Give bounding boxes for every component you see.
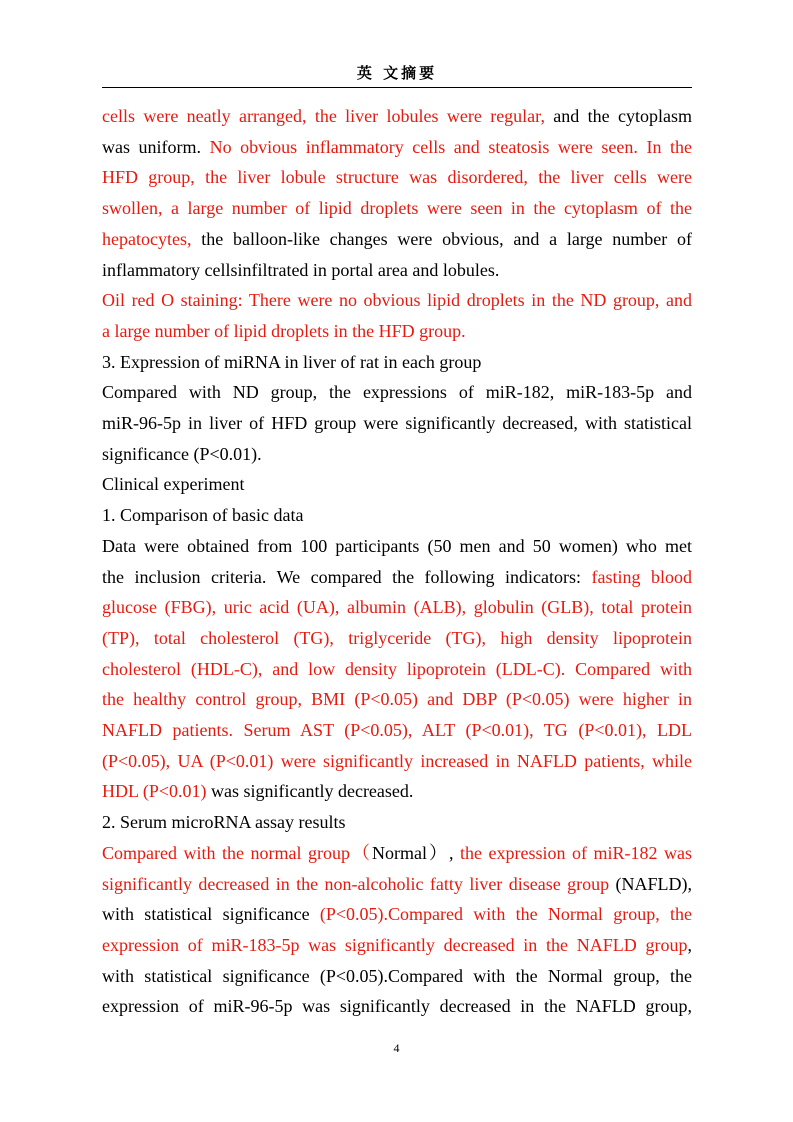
text-line: Data were obtained from 100 participants (50 men and 50 women) who met [102, 535, 692, 556]
text-line: 3. Expression of miRNA in liver of rat in each group [102, 351, 482, 372]
plain-text: , [687, 934, 692, 955]
highlighted-text: HDL (P<0.01) [102, 781, 207, 802]
paragraph-histology [102, 101, 692, 285]
paragraph-serum-microrna [102, 838, 692, 1022]
text-line: the healthy control group, BMI (P<0.05) and DBP (P<0.05) were higher in [102, 689, 692, 710]
text-line: (P<0.05), UA (P<0.01) were significantly increased in NAFLD patients, while [102, 750, 692, 771]
paragraph-mirna-results [102, 377, 692, 469]
text-line: Clinical experiment [102, 474, 245, 495]
plain-text: (NAFLD), [609, 873, 692, 894]
highlighted-text: the expression of miR-182 was [453, 842, 692, 863]
text-line: inflammatory cellsinfiltrated in portal area and lobules. [102, 259, 500, 280]
plain-text: Normal）, [372, 842, 454, 863]
plain-text: was uniform. [102, 136, 210, 157]
highlighted-text: cells were neatly arranged, the liver lobules were regular, [102, 106, 545, 126]
paragraph-oil-red-staining [102, 285, 692, 346]
text-line: Oil red O staining: There were no obvious lipid droplets in the ND group, and [102, 290, 692, 311]
text-line: 1. Comparison of basic data [102, 505, 304, 526]
section-heading-basic-data [102, 500, 692, 531]
text-line [102, 930, 692, 961]
highlighted-text: fasting blood [591, 566, 692, 587]
section-heading-mirna-expression [102, 347, 692, 378]
paragraph-basic-data [102, 531, 692, 807]
text-line: with statistical significance (P<0.05).Compared with the Normal group, the [102, 965, 692, 986]
text-line: Compared with ND group, the expressions of miR-182, miR-183-5p and [102, 382, 692, 403]
text-line: swollen, a large number of lipid droplets were seen in the cytoplasm of the [102, 198, 692, 219]
plain-text: the balloon-like changes were obvious, and a large number of [191, 228, 692, 249]
text-line: significance (P<0.01). [102, 443, 262, 464]
text-line [102, 562, 692, 593]
section-heading-serum-microrna [102, 807, 692, 838]
plain-text: and the cytoplasm [544, 106, 692, 126]
header-divider [102, 87, 692, 88]
text-line: expression of miR-96-5p was significantly decreased in the NAFLD group, [102, 996, 692, 1017]
highlighted-text: No obvious inflammatory cells and steatosis were seen. In the [209, 136, 693, 157]
text-line [102, 838, 692, 869]
text-line: 2. Serum microRNA assay results [102, 812, 346, 833]
document-body [102, 101, 692, 1022]
page-number: 4 [393, 1041, 400, 1055]
section-heading-clinical [102, 469, 692, 500]
highlighted-text: expression of miR-183-5p was significantly decreased in the NAFLD group [102, 934, 688, 955]
text-line [102, 869, 692, 900]
highlighted-text: (P<0.05).Compared with the Normal group, the [319, 904, 692, 925]
text-line [102, 101, 692, 132]
plain-text: the inclusion criteria. We compared the following indicators: [102, 566, 592, 587]
text-line: miR-96-5p in liver of HFD group were significantly decreased, with statistical [102, 413, 692, 434]
highlighted-text: significantly decreased in the non-alcoholic fatty liver disease group [102, 873, 610, 894]
text-line [102, 776, 692, 807]
text-line [102, 899, 692, 930]
text-line: cholesterol (HDL-C), and low density lipoprotein (LDL-C). Compared with [102, 658, 692, 679]
text-line: glucose (FBG), uric acid (UA), albumin (ALB), globulin (GLB), total protein [102, 597, 692, 618]
highlighted-text: hepatocytes, [102, 228, 192, 249]
plain-text: was significantly decreased. [206, 781, 414, 802]
text-line [102, 132, 692, 163]
text-line: HFD group, the liver lobule structure was disordered, the liver cells were [102, 167, 692, 188]
text-line: a large number of lipid droplets in the HFD group. [102, 320, 466, 341]
highlighted-text: Compared with the normal group（ [102, 842, 372, 863]
page-header-title: 英 文摘要 [356, 64, 438, 82]
text-line: (TP), total cholesterol (TG), triglyceride (TG), high density lipoprotein [102, 627, 692, 648]
plain-text: with statistical significance [102, 904, 320, 925]
text-line: NAFLD patients. Serum AST (P<0.05), ALT (P<0.01), TG (P<0.01), LDL [102, 720, 692, 741]
text-line [102, 224, 692, 255]
